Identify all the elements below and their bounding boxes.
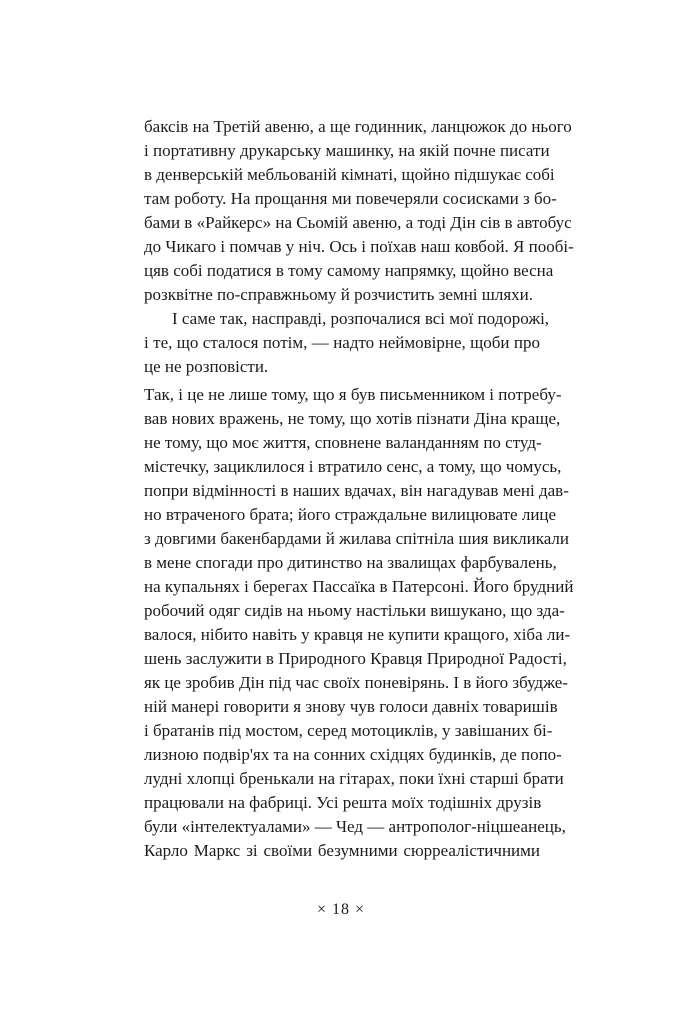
text-line: робочий одяг сидів на ньому настільки вишукано, що зда- [144, 601, 565, 620]
page-number: × 18 × [316, 901, 366, 918]
text-line: валося, нібито навіть у кравця не купити кращого, хіба ли- [144, 625, 571, 644]
text-line: Карло Маркс зі своїми безумними сюрреалістичними [144, 841, 540, 860]
text-line: в денверській мебльованій кімнаті, щойно підшукає собі [144, 165, 555, 184]
text-line: Так, і це не лише тому, що я був письменником і потребу- [144, 385, 562, 404]
text-line: не тому, що моє життя, сповнене валанданням по студ- [144, 433, 542, 452]
text-line: до Чикаго і помчав у ніч. Ось і поїхав наш ковбой. Я пообі- [144, 237, 574, 256]
text-line: в мене спогади про дитинство на звалищах фарбувалень, [144, 553, 557, 572]
text-line: і портативну друкарську машинку, на якій почне писати [144, 141, 550, 160]
text-line: працювали на фабриці. Усі решта моїх тодішніх друзів [144, 793, 542, 812]
text-line: вав нових вражень, не тому, що хотів пізнати Діна краще, [144, 409, 561, 428]
text-line: попри відмінності в наших вдачах, він нагадував мені дав- [144, 481, 569, 500]
text-line: з довгими бакенбардами й жилава спітніла шия викликали [144, 529, 569, 548]
text-line: розквітне по-справжньому й розчистить земні шляхи. [144, 285, 534, 304]
text-line: лудні хлопці бренькали на гітарах, поки їхні старші брати [144, 769, 564, 788]
text-line: шень заслужити в Природного Кравця Природної Радості, [144, 649, 567, 668]
text-line: містечку, зациклилося і втратило сенс, а тому, що чомусь, [144, 457, 562, 476]
text-line: баксів на Третій авеню, а ще годинник, ланцюжок до нього [144, 117, 572, 136]
text-line: як це зробив Дін під час своїх поневірянь. І в його збудже- [144, 673, 568, 692]
text-line: там роботу. На прощання ми повечеряли сосисками з бо- [144, 189, 557, 208]
text-line: лизною подвір'ях та на сонних східцях будинків, де попо- [144, 745, 562, 764]
text-line: цяв собі податися в тому самому напрямку, щойно весна [144, 261, 554, 280]
text-line: бами в «Райкерс» на Сьомій авеню, а тоді Дін сів в автобус [144, 213, 572, 232]
text-line: це не розповісти. [144, 357, 269, 376]
text-line: ній манері говорити я знову чув голоси давніх товаришів [144, 697, 558, 716]
text-line: но втраченого брата; його страждальне вилицювате лице [144, 505, 557, 524]
text-line: були «інтелектуалами» — Чед — антрополог-ніцшеанець, [144, 817, 566, 836]
text-line: на купальнях і берегах Пассаїка в Патерсоні. Його брудний [144, 577, 574, 596]
text-line: І саме так, насправді, розпочалися всі мої подорожі, [172, 309, 550, 328]
text-line: і те, що сталося потім, — надто неймовірне, щоби про [144, 333, 540, 352]
text-block-bottom [144, 383, 574, 863]
text-block-top [144, 115, 574, 379]
text-line: і братанів під мостом, серед мотоциклів, у завішаних бі- [144, 721, 553, 740]
